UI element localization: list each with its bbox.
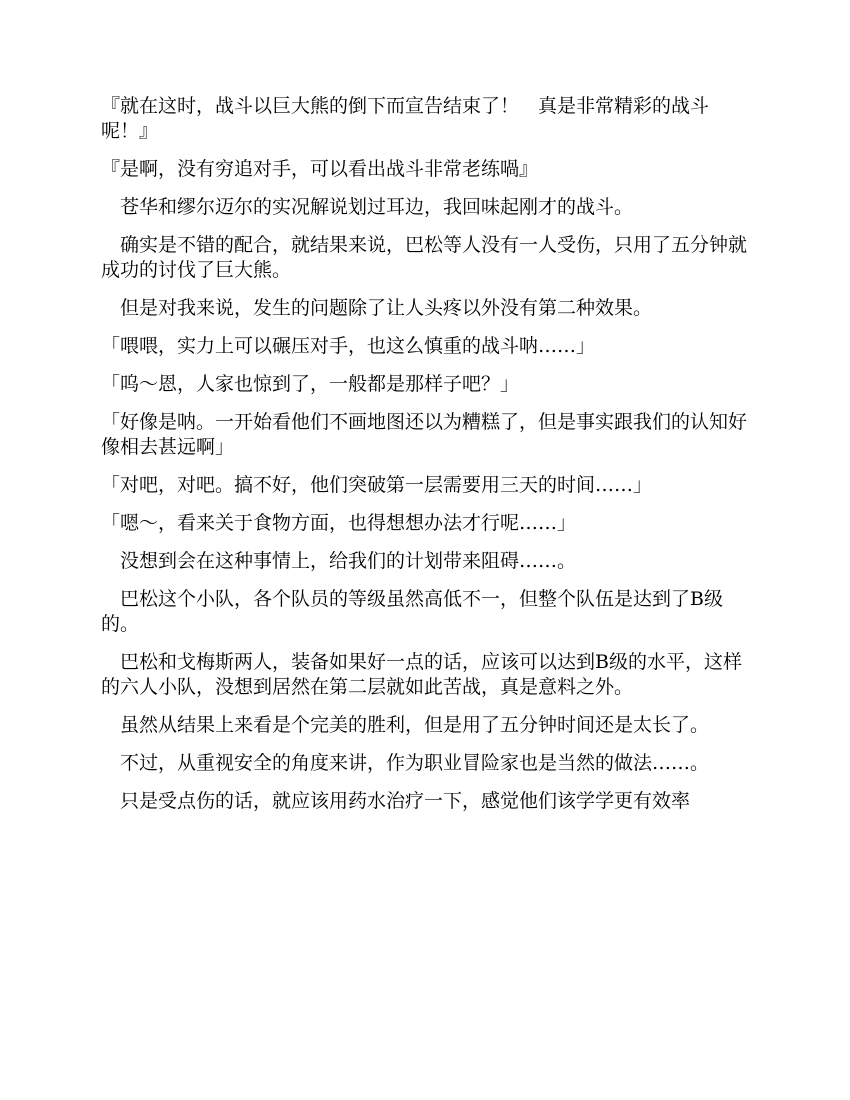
paragraph: 「嗯～，看来关于食物方面，也得想想办法才行呢……」 xyxy=(101,512,577,534)
paragraph: 「呜～恩，人家也惊到了，一般都是那样子吧？」 xyxy=(101,373,520,395)
paragraph: 「对吧，对吧。搞不好，他们突破第一层需要用三天的时间……」 xyxy=(101,474,653,496)
paragraph: 但是对我来说，发生的问题除了让人头疼以外没有第二种效果。 xyxy=(120,297,653,319)
paragraph: 苍华和缪尔迈尔的实况解说划过耳边，我回味起刚才的战斗。 xyxy=(120,196,634,218)
paragraph: 『是啊，没有穷追对手，可以看出战斗非常老练喎』 xyxy=(101,158,539,180)
paragraph: 「好像是呐。一开始看他们不画地图还以为糟糕了，但是事实跟我们的认知好像相去甚远啊」 xyxy=(101,411,748,458)
text-body xyxy=(101,94,751,827)
paragraph: 只是受点伤的话，就应该用药水治疗一下，感觉他们该学学更有效率 xyxy=(120,790,691,812)
paragraph: 巴松这个小队，各个队员的等级虽然高低不一，但整个队伍是达到了B级的。 xyxy=(101,588,723,635)
paragraph: 不过，从重视安全的角度来讲，作为职业冒险家也是当然的做法……。 xyxy=(120,752,710,774)
paragraph: 确实是不错的配合，就结果来说，巴松等人没有一人受伤，只用了五分钟就成功的讨伐了巨大熊。 xyxy=(101,234,748,281)
paragraph: 『就在这时，战斗以巨大熊的倒下而宣告结束了！ 真是非常精彩的战斗呢！』 xyxy=(101,95,710,142)
paragraph: 没想到会在这种事情上，给我们的计划带来阻碍……。 xyxy=(120,550,577,572)
paragraph: 巴松和戈梅斯两人，装备如果好一点的话，应该可以达到B级的水平，这样的六人小队，没想到居然在第二层就如此苦战，真是意料之外。 xyxy=(101,651,742,698)
paragraph: 「喂喂，实力上可以碾压对手，也这么慎重的战斗呐……」 xyxy=(101,335,596,357)
paragraph: 虽然从结果上来看是个完美的胜利，但是用了五分钟时间还是太长了。 xyxy=(120,714,710,736)
